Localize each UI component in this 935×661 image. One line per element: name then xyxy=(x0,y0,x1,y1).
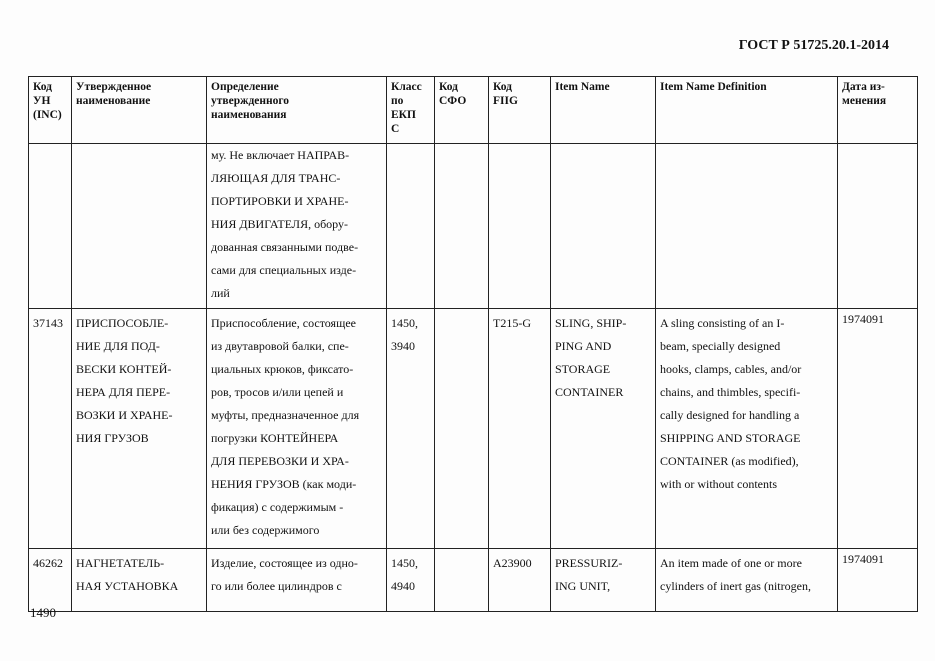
text-line: Утвержденное xyxy=(76,81,152,93)
text-line: 3940 xyxy=(391,339,415,353)
text-line: PING AND xyxy=(555,339,612,353)
text-line: ВОЗКИ И ХРАНЕ- xyxy=(76,408,173,422)
header-fiig xyxy=(489,77,551,144)
definition-cell xyxy=(207,144,387,309)
text-line: chains, and thimbles, specifi- xyxy=(660,385,801,399)
text-line: менения xyxy=(842,95,887,107)
item-definition-cell xyxy=(656,549,838,612)
text-line: Код xyxy=(439,81,459,93)
header-row xyxy=(29,77,918,144)
text-line: Дата из- xyxy=(842,81,885,93)
header-definition xyxy=(207,77,387,144)
text-line: наименование xyxy=(76,95,151,107)
text-line: наименования xyxy=(211,109,287,121)
nomenclature-table xyxy=(28,76,918,612)
text-line: with or without contents xyxy=(660,477,777,491)
text-line: ПРИСПОСОБЛЕ- xyxy=(76,316,169,330)
definition-cell xyxy=(207,309,387,549)
text-line: НЕНИЯ ГРУЗОВ (как моди- xyxy=(211,477,357,491)
text-line: ПОРТИРОВКИ И ХРАНЕ- xyxy=(211,194,349,208)
inc-cell: 46262 xyxy=(29,549,72,612)
header-item-definition xyxy=(656,77,838,144)
text-line: го или более цилиндров с xyxy=(211,579,342,593)
text-line: или без содержимого xyxy=(211,523,320,537)
text-line: FIIG xyxy=(493,95,518,107)
text-line: hooks, clamps, cables, and/or xyxy=(660,362,802,376)
text-line: ров, тросов и/или цепей и xyxy=(211,385,344,399)
table-row xyxy=(29,549,918,612)
text-line: ДЛЯ ПЕРЕВОЗКИ И ХРА- xyxy=(211,454,349,468)
text-line: утвержденного xyxy=(211,95,290,107)
text-line: STORAGE xyxy=(555,362,611,376)
header-approved-name xyxy=(72,77,207,144)
header-date xyxy=(838,77,918,144)
text-line: 1450, xyxy=(391,316,418,330)
text-line: Item Name Definition xyxy=(660,81,767,93)
text-line: ЛЯЮЩАЯ ДЛЯ ТРАНС- xyxy=(211,171,341,185)
text-line: лий xyxy=(211,286,230,300)
sfo-cell xyxy=(435,309,489,549)
text-line: НИЕ ДЛЯ ПОД- xyxy=(76,339,160,353)
text-line: Класс xyxy=(391,81,422,93)
text-line: (INC) xyxy=(33,109,62,121)
text-line: A sling consisting of an I- xyxy=(660,316,785,330)
text-line: Определение xyxy=(211,81,279,93)
text-line: An item made of one or more xyxy=(660,556,802,570)
header-inc xyxy=(29,77,72,144)
text-line: циальных крюков, фиксато- xyxy=(211,362,354,376)
text-line: сами для специальных изде- xyxy=(211,263,357,277)
table-row-continued xyxy=(29,144,918,309)
fiig-cell: T215-G xyxy=(489,309,551,549)
text-line: Код xyxy=(493,81,513,93)
approved-name-cell xyxy=(72,309,207,549)
text-line: ЕКП xyxy=(391,109,416,121)
header-sfo xyxy=(435,77,489,144)
text-line: Приспособление, состоящее xyxy=(211,316,356,330)
date-cell: 1974091 xyxy=(838,309,918,549)
text-line: ING UNIT, xyxy=(555,579,611,593)
text-line: Item Name xyxy=(555,81,610,93)
standard-number: ГОСТ Р 51725.20.1-2014 xyxy=(738,38,889,53)
text-line: дованная связанными подве- xyxy=(211,240,359,254)
text-line: СФО xyxy=(439,95,467,107)
header-item-name xyxy=(551,77,656,144)
approved-name-cell xyxy=(72,549,207,612)
text-line: по xyxy=(391,95,404,107)
item-name-cell xyxy=(551,549,656,612)
table-row xyxy=(29,309,918,549)
text-line: CONTAINER (as modified), xyxy=(660,454,799,468)
text-line: му. Не включает НАПРАВ- xyxy=(211,148,350,162)
text-line: НИЯ ДВИГАТЕЛЯ, обору- xyxy=(211,217,349,231)
text-line: SHIPPING AND STORAGE xyxy=(660,431,801,445)
sfo-cell xyxy=(435,549,489,612)
text-line: ВЕСКИ КОНТЕЙ- xyxy=(76,362,172,376)
text-line: НИЯ ГРУЗОВ xyxy=(76,431,149,445)
header-ekps xyxy=(387,77,435,144)
ekps-cell xyxy=(387,309,435,549)
text-line: НАЯ УСТАНОВКА xyxy=(76,579,179,593)
text-line: НАГНЕТАТЕЛЬ- xyxy=(76,556,165,570)
item-name-cell xyxy=(551,309,656,549)
text-line: cylinders of inert gas (nitrogen, xyxy=(660,579,811,593)
text-line: муфты, предназначенное для xyxy=(211,408,360,422)
text-line: фикация) с содержимым - xyxy=(211,500,344,514)
definition-cell xyxy=(207,549,387,612)
text-line: 1450, xyxy=(391,556,418,570)
text-line: Изделие, состоящее из одно- xyxy=(211,556,358,570)
text-line: SLING, SHIP- xyxy=(555,316,627,330)
text-line: Код xyxy=(33,81,53,93)
text-line: CONTAINER xyxy=(555,385,624,399)
text-line: cally designed for handling a xyxy=(660,408,800,422)
text-line: УН xyxy=(33,95,51,107)
text-line: из двутавровой балки, спе- xyxy=(211,339,349,353)
text-line: погрузки КОНТЕЙНЕРА xyxy=(211,431,339,445)
text-line: beam, specially designed xyxy=(660,339,781,353)
date-cell: 1974091 xyxy=(838,549,918,612)
fiig-cell: A23900 xyxy=(489,549,551,612)
text-line: НЕРА ДЛЯ ПЕРЕ- xyxy=(76,385,171,399)
inc-cell: 37143 xyxy=(29,309,72,549)
page-number: 1490 xyxy=(30,605,56,620)
ekps-cell xyxy=(387,549,435,612)
text-line: 4940 xyxy=(391,579,415,593)
item-definition-cell xyxy=(656,309,838,549)
text-line: С xyxy=(391,123,400,135)
text-line: PRESSURIZ- xyxy=(555,556,623,570)
